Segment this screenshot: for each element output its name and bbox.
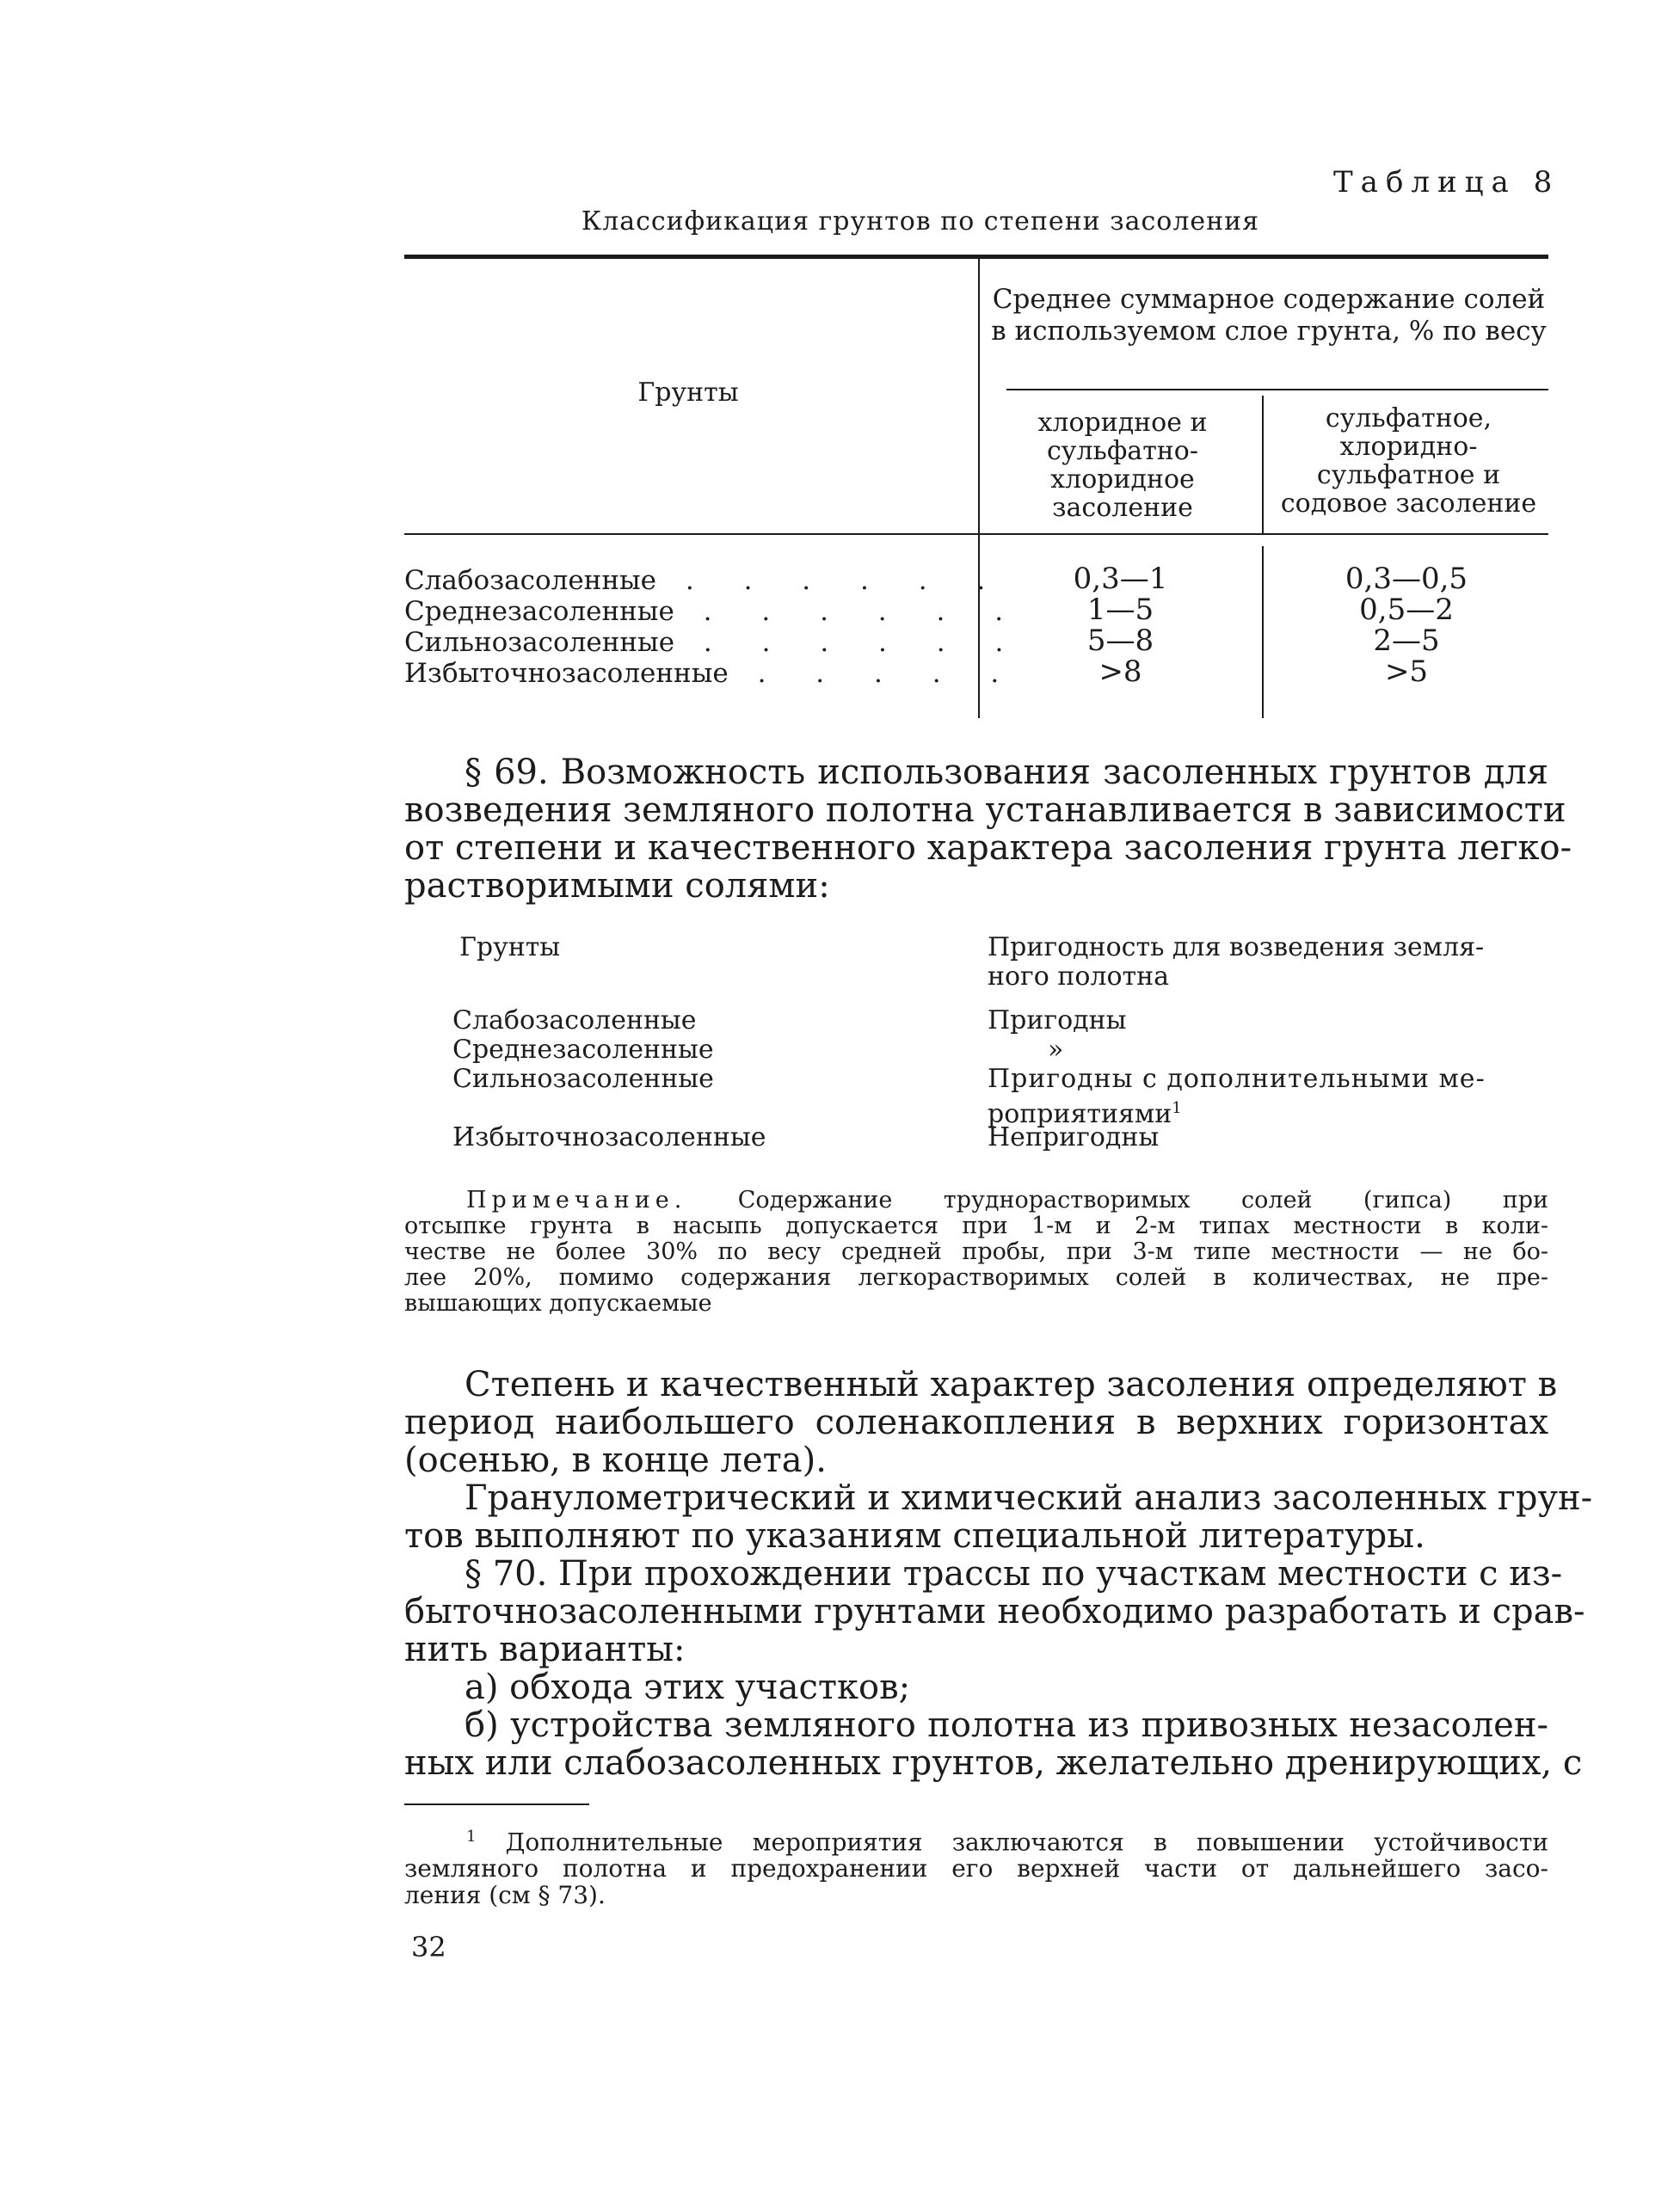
footnote-mark: 1 (466, 1828, 477, 1846)
suitability-soil: Слабозасоленные (452, 1005, 697, 1035)
footnote-marker: 1 (1172, 1099, 1182, 1117)
table-subheader-vertical-rule (1262, 396, 1264, 533)
suitability-value: Пригодны (988, 1005, 1127, 1035)
cell-chloride: 0,3—1 (1073, 562, 1168, 596)
suitability-header-left: Грунты (459, 932, 561, 962)
suitability-value: Непригодны (988, 1122, 1160, 1152)
table-row-label: Среднезасоленные . . . . . . (404, 596, 1025, 627)
table-header-mid-rule (1006, 389, 1548, 390)
table-label: Таблица 8 (1333, 165, 1560, 200)
suitability-soil: Сильнозасоленные (452, 1064, 714, 1094)
header-chloride: хлоридное и сульфатно-хлоридное засоление (1037, 408, 1208, 523)
table-title: Классификация грунтов по степени засоления (581, 206, 1260, 237)
note: Примечание. Содержание труднорастворимых солей (гипса) при отсыпке грунта в насыпь допускается при 1-м и 2-м типах местности в коли- честве не более 30% по весу средней пробы, при 3-м типе местности — не бо- лее 20%, помимо содержания легкорастворимых солей в количествах, не пре- вышающих допускаемые (404, 1187, 1548, 1317)
footnote-separator (404, 1803, 589, 1805)
paragraph-degree: Степень и качественный характер засоления определяют в период наибольшего соленакопления в верхних горизонтах (осенью, в конце лета). (404, 1365, 1558, 1480)
suitability-soil: Избыточнозасоленные (452, 1122, 766, 1152)
footnote: $^1$ Дополнительные мероприятия заключаются в повышении устойчивости земляного полотна и предохранении его верхней части от дальнейшего засо- ления (см § 73). (404, 1828, 1549, 1910)
cell-sulfate: 2—5 (1373, 624, 1440, 658)
table-header-bottom-rule (404, 533, 1548, 535)
paragraph-analysis: Гранулометрический и химический анализ засоленных грун- тов выполняют по указаниям специальной литературы. (404, 1478, 1593, 1556)
table-row-label: Сильнозасоленные . . . . . . (404, 627, 1025, 658)
suitability-value: » (1048, 1035, 1064, 1065)
cell-sulfate: 0,5—2 (1359, 593, 1454, 627)
table-body-vertical-rule (1262, 546, 1264, 718)
suitability-header-right: Пригодность для возведения земля- ного полотна (988, 932, 1485, 992)
header-soils: Грунты (637, 378, 739, 408)
page-number: 32 (411, 1931, 446, 1963)
table-row-label: Слабозасоленные . . . . . . (404, 565, 1006, 596)
cell-chloride: >8 (1098, 654, 1142, 689)
suitability-value: Пригодны с дополнительными ме- роприятиями$^1$ (988, 1064, 1486, 1129)
cell-chloride: 5—8 (1086, 624, 1154, 658)
list-item-b: б) устройства земляного полотна из привозных незасолен- ных или слабозасоленных грунтов, желательно дренирующих, с (404, 1705, 1583, 1783)
paragraph-70: § 70. При прохождении трассы по участкам местности с из- быточнозасоленными грунтами необходимо разработать и срав- нить варианты: (404, 1554, 1585, 1669)
suitability-soil: Среднезасоленные (452, 1035, 714, 1065)
table-top-rule (404, 255, 1548, 259)
cell-chloride: 1—5 (1086, 593, 1154, 627)
note-label: Примечание. (466, 1187, 687, 1214)
header-sulfate: сульфатное, хлоридно-сульфатное и содовое засоление (1280, 403, 1537, 519)
paragraph-69: § 69. Возможность использования засоленных грунтов для возведения земляного полотна устанавливается в зависимости от степени и качественного характера засоления грунта легко- растворимыми солями: (404, 753, 1572, 906)
cell-sulfate: >5 (1384, 654, 1429, 689)
header-salt-content: Среднее суммарное содержание солей в используемом слое грунта, % по весу (991, 284, 1547, 347)
table-row-label: Избыточнозасоленные . . . . . (404, 658, 1020, 689)
list-item-a: а) обхода этих участков; (465, 1668, 911, 1707)
cell-sulfate: 0,3—0,5 (1345, 562, 1468, 596)
